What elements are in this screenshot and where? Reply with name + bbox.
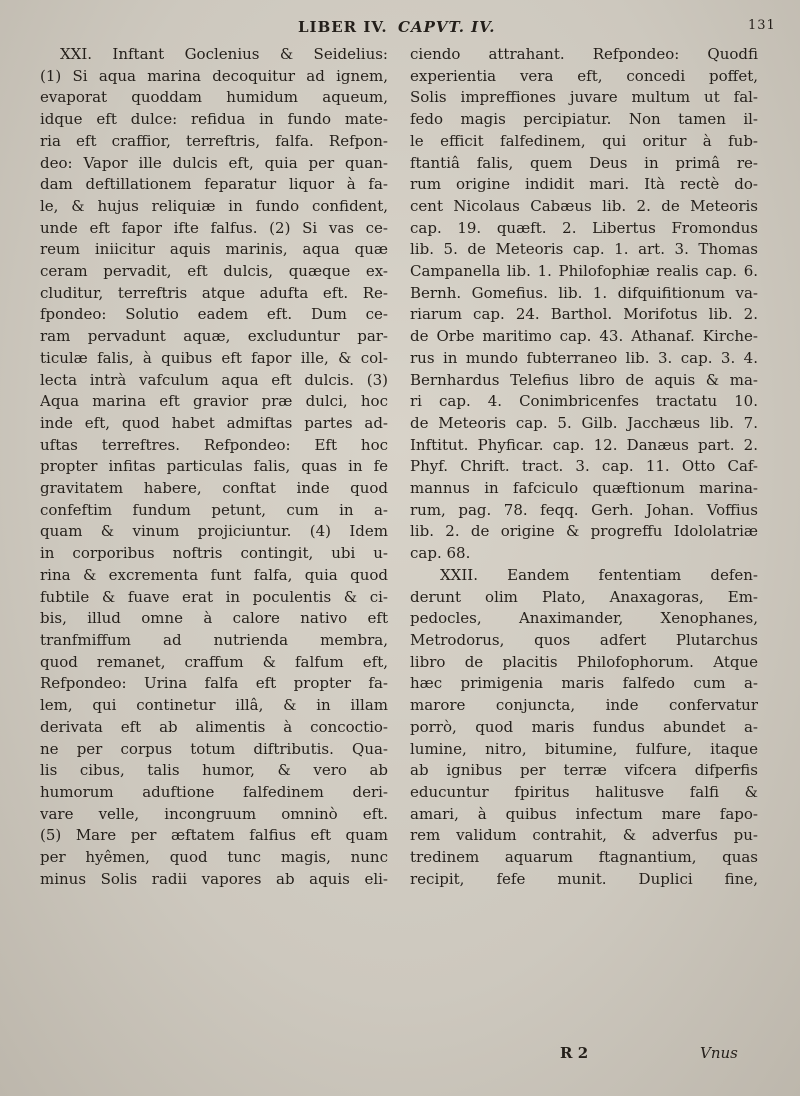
running-head-left: LIBER IV. — [298, 18, 388, 36]
text-line: evaporat quoddam humidum aqueum, — [40, 88, 388, 107]
text-line: Aqua marina eft gravior præ dulci, hoc — [40, 392, 388, 411]
text-line: reum iniicitur aquis marinis, aqua quæ — [40, 240, 388, 259]
text-line: de Meteoris cap. 5. Gilb. Jacchæus lib. 7. — [410, 413, 758, 432]
text-line: lib. 2. de origine & progreffu Idololatriæ — [410, 522, 758, 541]
text-line: lumine, nitro, bitumine, fulfure, itaque — [410, 739, 758, 758]
text-line: minus Solis radii vapores ab aquis eli- — [40, 869, 388, 888]
text-line: recipit, fefe munit. Duplici fine, — [410, 869, 758, 888]
text-line: riarum cap. 24. Barthol. Morifotus lib. 2. — [410, 305, 758, 324]
text-line: ceram pervadit, eft dulcis, quæque ex- — [40, 262, 388, 281]
text-line: quam & vinum projiciuntur. (4) Idem — [40, 522, 388, 541]
text-line: fpondeo: Solutio eadem eft. Dum ce- — [40, 305, 388, 324]
text-line: derunt olim Plato, Anaxagoras, Em- — [410, 587, 758, 606]
text-line: XXII. Eandem fententiam defen- — [440, 565, 758, 584]
text-line: rina & excrementa funt falfa, quia quod — [40, 565, 388, 584]
text-line: rum origine indidit mari. Ità rectè do- — [410, 175, 758, 194]
page-number: 131 — [748, 18, 776, 33]
text-line: rus in mundo fubterraneo lib. 3. cap. 3. 4. — [410, 348, 758, 367]
text-line: unde eft fapor ifte falfus. (2) Si vas ce- — [40, 218, 388, 237]
text-line: idque eft dulce: refidua in fundo mate- — [40, 110, 388, 129]
text-line: XXI. Inftant Goclenius & Seidelius: — [60, 45, 388, 63]
page-footer — [560, 1044, 760, 1066]
text-line: lem, qui continetur illâ, & in illam — [40, 696, 388, 715]
text-line: ciendo attrahant. Refpondeo: Quodfi — [410, 45, 758, 63]
text-line: humorum aduftione falfedinem deri- — [40, 782, 388, 801]
text-line: ram pervadunt aquæ, excluduntur par- — [40, 327, 388, 346]
text-line: cent Nicolaus Cabæus lib. 2. de Meteoris — [410, 196, 758, 215]
text-line: deo: Vapor ille dulcis eft, quia per quan- — [40, 153, 388, 172]
catchword: Vnus — [700, 1044, 738, 1062]
text-line: Solis impreffiones juvare multum ut fal- — [410, 88, 758, 107]
text-line: Inftitut. Phyficar. cap. 12. Danæus part. 2. — [410, 435, 758, 454]
text-line: porrò, quod maris fundus abundet a- — [410, 717, 758, 736]
text-line: tredinem aquarum ftagnantium, quas — [410, 848, 758, 867]
text-line: derivata eft ab alimentis à concoctio- — [40, 717, 388, 736]
text-line: ne per corpus totum diftributis. Qua- — [40, 739, 388, 758]
text-line: Bernh. Gomefius. lib. 1. difquifitionum va- — [410, 283, 758, 302]
text-line: lis cibus, talis humor, & vero ab — [40, 761, 388, 780]
text-line: educuntur fpiritus halitusve falfi & — [410, 782, 758, 801]
right-column — [410, 44, 758, 1064]
text-line: amari, à quibus infectum mare fapo- — [410, 804, 758, 823]
text-line: (1) Si aqua marina decoquitur ad ignem, — [40, 66, 388, 85]
text-line: dam deftillationem feparatur liquor à fa- — [40, 175, 388, 194]
text-line: fedo magis percipiatur. Non tamen il- — [410, 110, 758, 129]
text-line: le efficit falfedinem, qui oritur à fub- — [410, 131, 758, 150]
text-line: libro de placitis Philofophorum. Atque — [410, 652, 758, 671]
text-line: ftantiâ falis, quem Deus in primâ re- — [410, 153, 758, 172]
text-line: mannus in fafciculo quæftionum marina- — [410, 479, 758, 498]
text-line: Metrodorus, quos adfert Plutarchus — [410, 630, 758, 649]
text-line: per hyêmen, quod tunc magis, nunc — [40, 848, 388, 867]
text-line: fubtile & fuave erat in poculentis & ci- — [40, 587, 388, 606]
text-line: Refpondeo: Urina falfa eft propter fa- — [40, 674, 388, 693]
text-line: ab ignibus per terræ vifcera difperfis — [410, 761, 758, 780]
text-line: (5) Mare per æftatem falfius eft quam — [40, 826, 388, 845]
text-line: rem validum contrahit, & adverfus pu- — [410, 826, 758, 845]
running-head — [0, 14, 800, 40]
text-line: lecta intrà vafculum aqua eft dulcis. (3) — [40, 370, 388, 389]
text-line: ria eft craffior, terreftris, falfa. Refpon- — [40, 131, 388, 150]
text-line: quod remanet, craffum & falfum eft, — [40, 652, 388, 671]
text-line: Phyf. Chrift. tract. 3. cap. 11. Otto Caf- — [410, 457, 758, 476]
text-line: in corporibus noftris contingit, ubi u- — [40, 544, 388, 563]
text-line: cap. 68. — [410, 544, 471, 563]
left-column — [40, 44, 388, 1064]
text-line: inde eft, quod habet admiftas partes ad- — [40, 413, 388, 432]
text-line: Campanella lib. 1. Philofophiæ realis cap. 6. — [410, 262, 758, 281]
text-line: Bernhardus Telefius libro de aquis & ma- — [410, 370, 758, 389]
text-line: vare velle, incongruum omninò eft. — [40, 804, 388, 823]
text-line: marore conjuncta, inde confervatur — [410, 696, 758, 715]
text-line: ri cap. 4. Conimbricenfes tractatu 10. — [410, 392, 758, 411]
text-line: bis, illud omne à calore nativo eft — [40, 609, 388, 628]
text-line: tranfmiffum ad nutrienda membra, — [40, 630, 388, 649]
text-line: gravitatem habere, conftat inde quod — [40, 479, 388, 498]
text-line: confeftim fundum petunt, cum in a- — [40, 500, 388, 519]
text-line: le, & hujus reliquiæ in fundo confident, — [40, 196, 388, 215]
text-line: cluditur, terreftris atque adufta eft. Re- — [40, 283, 388, 302]
text-line: experientia vera eft, concedi poffet, — [410, 66, 758, 85]
text-line: hæc primigenia maris falfedo cum a- — [410, 674, 758, 693]
signature-mark: R 2 — [560, 1044, 589, 1062]
text-line: propter infitas particulas falis, quas in fe — [40, 457, 388, 476]
text-line: uftas terreftres. Refpondeo: Eft hoc — [40, 435, 388, 454]
text-line: de Orbe maritimo cap. 43. Athanaf. Kirche- — [410, 327, 758, 346]
text-line: lib. 5. de Meteoris cap. 1. art. 3. Thomas — [410, 240, 758, 259]
text-line: rum, pag. 78. feqq. Gerh. Johan. Voffius — [410, 500, 758, 519]
text-line: ticulæ falis, à quibus eft fapor ille, & col- — [40, 348, 388, 367]
text-line: pedocles, Anaximander, Xenophanes, — [410, 609, 758, 628]
running-head-center: CAPVT. IV. — [398, 18, 496, 36]
text-line: cap. 19. quæft. 2. Libertus Fromondus — [410, 218, 758, 237]
